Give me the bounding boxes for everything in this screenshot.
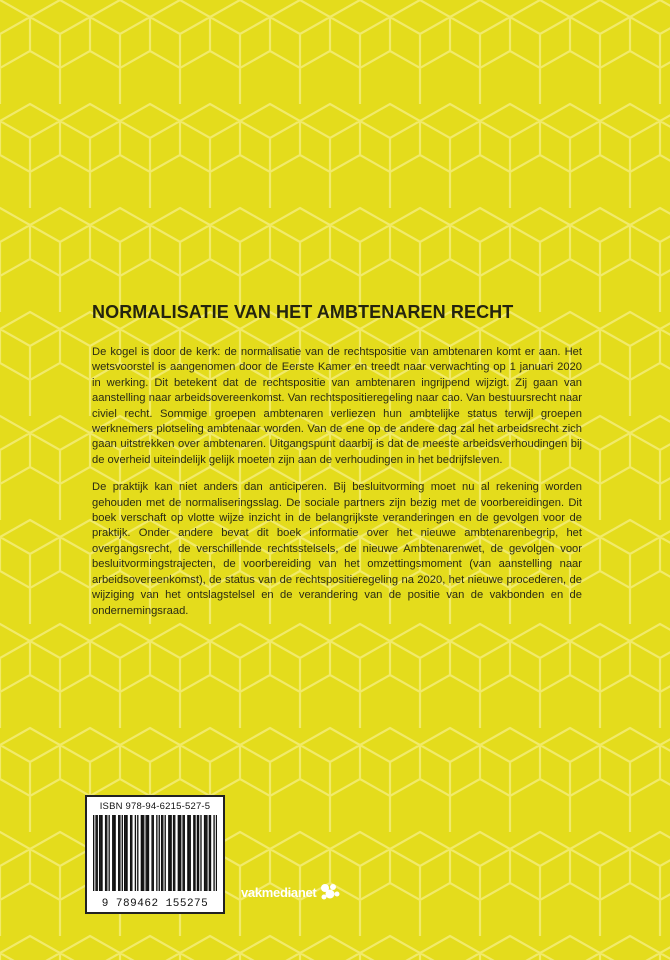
barcode-bar (97, 815, 98, 891)
barcode-bar (141, 815, 142, 891)
barcode-bar (209, 815, 210, 891)
barcode-bar (114, 815, 115, 891)
isbn-barcode (85, 795, 225, 914)
barcode-bar (151, 815, 152, 891)
publisher-name: vakmedianet (241, 884, 317, 900)
barcode-bar (168, 815, 169, 891)
barcode-bar (188, 815, 189, 891)
cluster-dots-icon (319, 882, 341, 902)
barcode-bars (93, 815, 217, 891)
barcode-bar (145, 815, 146, 891)
blurb-paragraph-1: De kogel is door de kerk: de normalisatie van de rechtspositie van ambtenaren komt er aan. Het wetsvoorstel is aangenomen door de Eerste Kamer en treedt naar verwachting op 1 januari 2020 in werking. Dit betekent dat de rechtspositie van ambtenaren ingrijpend wijzigt. Zij gaan van aanstelling naar arbeidsovereenkomst. Van rechtspositieregeling naar cao. Van bestuursrecht naar civiel recht. Sommige groepen ambtenaren verliezen hun ambtelijke status terwijl groepen werknemers plotseling ambtenaar worden. Van de ene op de andere dag zal het arbeidsrecht zich gaan uitstrekken over ambtenaren. Uitgangspunt daarbij is dat de meeste arbeidsverhoudingen bij de overheid uiteindelijk gelijk moeten zijn aan de verhoudingen in het bedrijfsleven. (92, 346, 582, 466)
barcode-bar (113, 815, 114, 891)
barcode-bar (178, 815, 179, 891)
barcode-bar (206, 815, 207, 891)
barcode-bar (204, 815, 205, 891)
barcode-bar (193, 815, 194, 891)
barcode-bar (216, 815, 217, 891)
barcode-bar (95, 815, 96, 891)
barcode-bar (169, 815, 170, 891)
barcode-bar (130, 815, 131, 891)
barcode-bar (101, 815, 102, 891)
barcode-bar (200, 815, 201, 891)
barcode-bar (174, 815, 175, 891)
barcode-bar (99, 815, 100, 891)
barcode-bar (187, 815, 188, 891)
barcode-bar (147, 815, 148, 891)
barcode-bar (162, 815, 163, 891)
barcode-bar (126, 815, 127, 891)
barcode-bar (161, 815, 162, 891)
barcode-bar (106, 815, 107, 891)
isbn-label: ISBN 978-94-6215-527-5 (99, 801, 211, 812)
barcode-bar (105, 815, 106, 891)
barcode-bar (124, 815, 125, 891)
barcode-bar (109, 815, 110, 891)
barcode-bar (135, 815, 136, 891)
book-title: NORMALISATIE VAN HET AMBTENAREN RECHT (92, 302, 514, 322)
barcode-bar (148, 815, 149, 891)
isbn-digits: 9 789462 155275 (101, 898, 209, 910)
barcode-bar (100, 815, 101, 891)
barcode-bar (122, 815, 123, 891)
barcode-bar (165, 815, 166, 891)
barcode-bar (112, 815, 113, 891)
barcode-bar (159, 815, 160, 891)
barcode-bar (197, 815, 198, 891)
barcode-bar (131, 815, 132, 891)
barcode-bar (93, 815, 94, 891)
barcode-bar (210, 815, 211, 891)
barcode-bar (125, 815, 126, 891)
barcode-bar (143, 815, 144, 891)
barcode-bar (171, 815, 172, 891)
barcode-bar (194, 815, 195, 891)
barcode-bar (142, 815, 143, 891)
blurb-paragraph-2: De praktijk kan niet anders dan anticiperen. Bij besluitvorming moet nu al rekening worden gehouden met de normaliseringsslag. De sociale partners zijn bezig met de voorbereidingen. Dit boek verschaft op vlotte wijze inzicht in de belangrijkste veranderingen en de gevolgen voor de praktijk. Onder andere bevat dit boek informatie over het nieuwe ambtenarenbegrip, het overgangsrecht, de verschillende rechtsstelsels, de nieuwe Ambtenarenwet, de gevolgen voor besluitvormingstrajecten, de voorbereiding van het omzettingsmoment (van aanstelling naar arbeidsovereenkomst), de status van de rechtspositieregeling na 2020, het nieuwe procederen, de wijziging van het ontslagstelsel en de verandering van de positie van de vakbonden en de ondernemingsraad. (92, 481, 582, 617)
barcode-bar (198, 815, 199, 891)
publisher-logo (241, 879, 341, 905)
barcode-bar (182, 815, 183, 891)
barcode-bar (118, 815, 119, 891)
barcode-bar (173, 815, 174, 891)
barcode-bar (180, 815, 181, 891)
barcode-bar (179, 815, 180, 891)
back-cover-text (92, 302, 582, 631)
barcode-bar (156, 815, 157, 891)
barcode-bar (190, 815, 191, 891)
barcode-bar (205, 815, 206, 891)
barcode-bar (213, 815, 214, 891)
barcode-bar (119, 815, 120, 891)
barcode-bar (153, 815, 154, 891)
barcode-bar (137, 815, 138, 891)
barcode-bar (184, 815, 185, 891)
